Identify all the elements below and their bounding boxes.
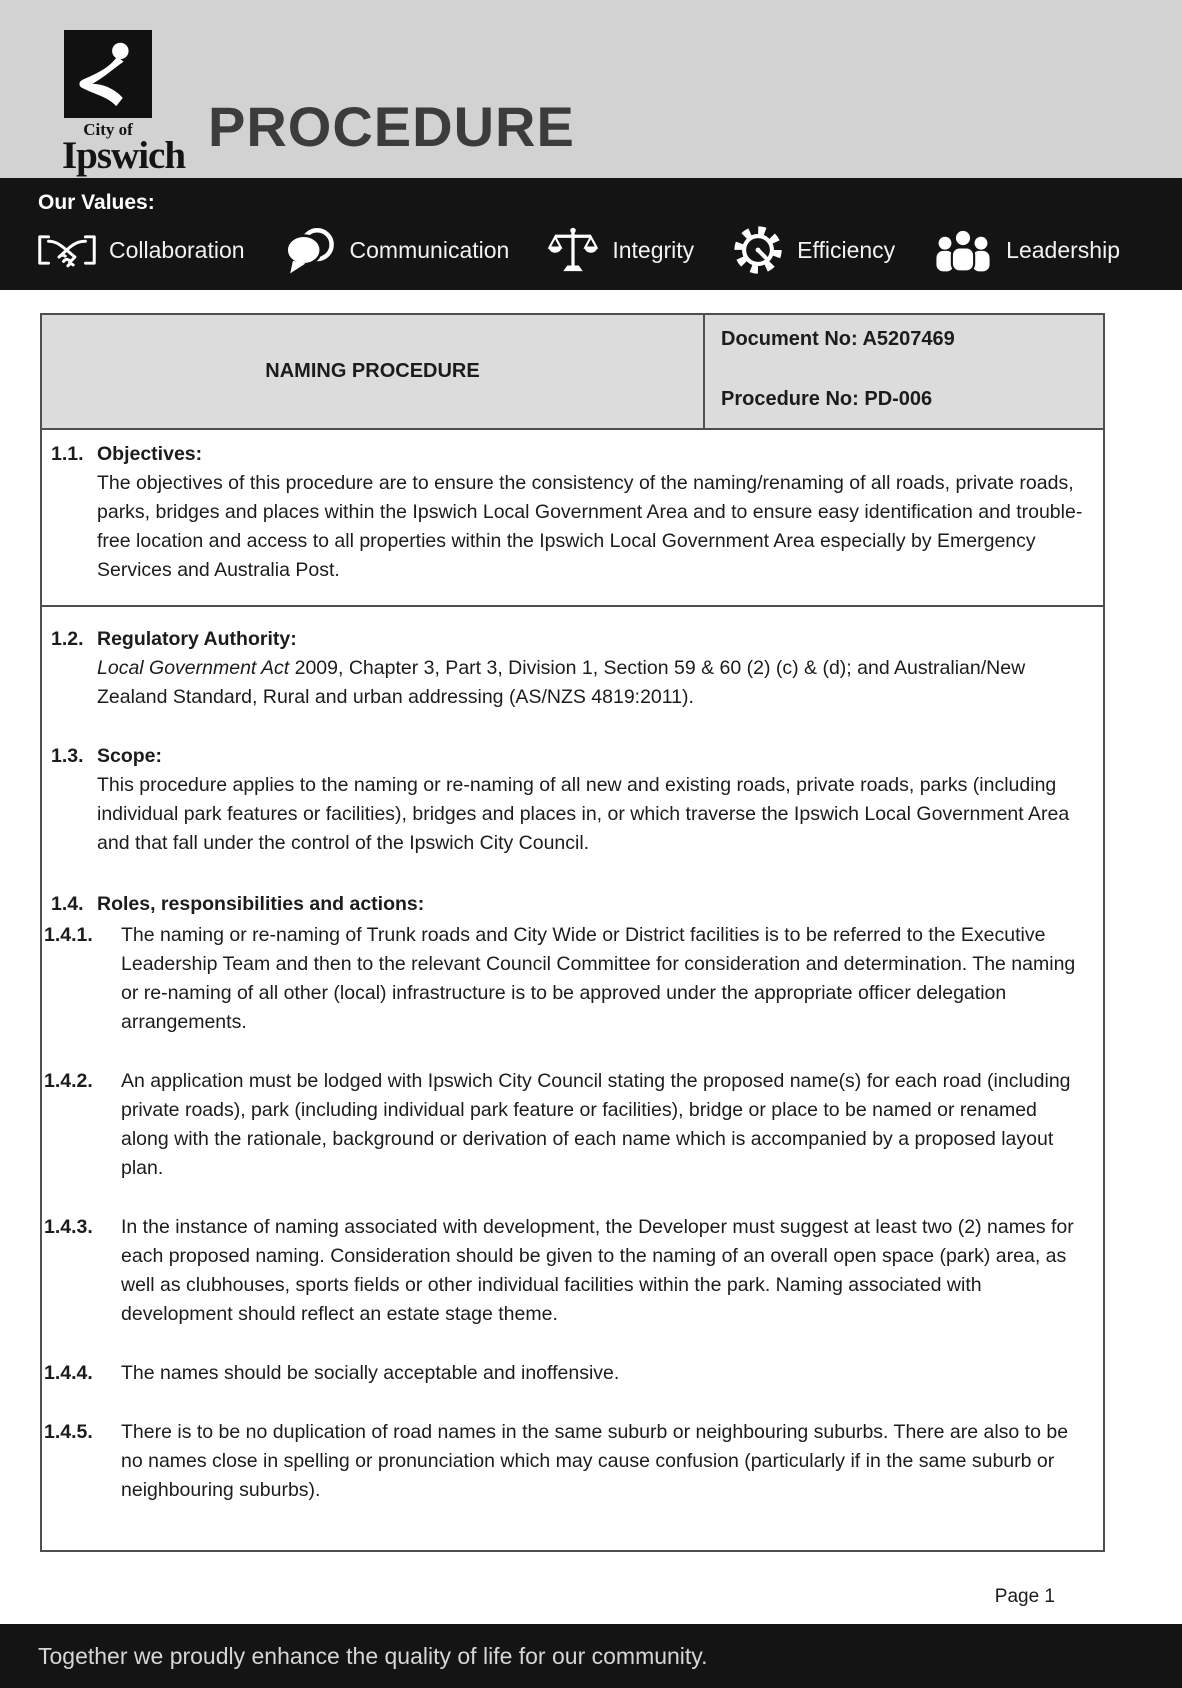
value-communication xyxy=(283,225,510,275)
people-icon xyxy=(933,227,993,273)
value-label: Efficiency xyxy=(797,236,896,263)
section-body: Local Government Act 2009, Chapter 3, Part 3, Division 1, Section 59 & 60 (2) (c) & (d); and Australian/New Zealand Standard, Rural and urban addressing (AS/NZS 4819:2011). xyxy=(97,657,1026,708)
ipswich-logo xyxy=(62,30,186,177)
footer-tagline: Together we proudly enhance the quality of life for our community. xyxy=(38,1642,708,1669)
act-title-italic: Local Government Act xyxy=(97,657,290,679)
masthead xyxy=(0,0,1182,178)
logo-text xyxy=(62,120,186,177)
page-number: Page 1 xyxy=(994,1586,1055,1607)
value-label: Integrity xyxy=(612,236,695,263)
section-heading: Scope: xyxy=(97,745,163,767)
values-bar xyxy=(0,178,1182,290)
document-body xyxy=(40,313,1105,1552)
table-header-row xyxy=(42,315,1103,430)
subsection-1-4-2 xyxy=(42,1067,1103,1183)
subsection-number: 1.4.4. xyxy=(44,1362,93,1384)
ipswich-logo-icon xyxy=(64,30,152,118)
value-efficiency xyxy=(732,224,895,276)
section-body: The objectives of this procedure are to ensure the consistency of the naming/renaming of all roads, private roads, parks, bridges and places within the Ipswich Local Government Area and to ensure easy identification and trouble-free location and access to all properties within the Ipswich Local Government Area especially by Emergency Services and Australia Post. xyxy=(97,472,1083,581)
value-integrity xyxy=(547,225,694,275)
subsection-body: The names should be socially acceptable and inoffensive. xyxy=(121,1362,620,1384)
section-heading: Objectives: xyxy=(97,443,203,465)
subsection-1-4-5 xyxy=(42,1418,1103,1505)
gear-icon xyxy=(732,224,784,276)
subsection-body: An application must be lodged with Ipswich City Council stating the proposed name(s) for each road (including private roads), park (including individual park feature or facilities), bridge or place to be named or renamed along with the rationale, background or derivation of each name which is accompanied by a proposed layout plan. xyxy=(121,1070,1071,1179)
section-1-2 xyxy=(42,625,1103,712)
section-objectives-row xyxy=(42,430,1103,607)
values-label: Our Values: xyxy=(38,191,155,214)
subsection-1-4-1 xyxy=(42,921,1103,1037)
value-label: Leadership xyxy=(1006,236,1120,263)
section-1-4 xyxy=(42,890,1103,919)
subsection-number: 1.4.3. xyxy=(44,1216,93,1238)
logo-city-of: City of xyxy=(83,120,133,139)
document-number: Document No: A5207469 xyxy=(721,328,955,350)
subsection-number: 1.4.2. xyxy=(44,1070,93,1092)
section-body: This procedure applies to the naming or re-naming of all new and existing roads, private roads, parks (including individual park features or facilities), bridges and places in, or which traverse the Ipswich Local Government Area and that fall under the control of the Ipswich City Council. xyxy=(97,774,1070,854)
logo-name: Ipswich xyxy=(62,134,186,177)
procedure-number: Procedure No: PD-006 xyxy=(721,388,933,410)
subsection-body: There is to be no duplication of road names in the same suburb or neighbouring suburbs. There are also to be no names close in spelling or pronunciation which may cause confusion (particularly if in the same suburb or neighbouring suburbs). xyxy=(121,1421,1069,1501)
subsection-1-4-3 xyxy=(42,1213,1103,1329)
subsection-number: 1.4.5. xyxy=(44,1421,93,1443)
value-label: Collaboration xyxy=(109,236,245,263)
section-heading: Regulatory Authority: xyxy=(97,628,297,650)
section-number: 1.1. xyxy=(51,443,84,465)
section-1-1 xyxy=(42,440,1103,585)
value-leadership xyxy=(933,227,1120,273)
scales-icon xyxy=(547,225,599,275)
procedure-table xyxy=(40,313,1105,1552)
subsection-1-4-4 xyxy=(42,1359,1103,1388)
section-1-3 xyxy=(42,742,1103,858)
values-row xyxy=(38,224,1182,276)
page-title: PROCEDURE xyxy=(208,95,575,158)
value-collaboration xyxy=(38,229,245,271)
section-number: 1.4. xyxy=(51,893,84,915)
section-number: 1.2. xyxy=(51,628,84,650)
sections-row xyxy=(42,607,1103,1550)
document-meta xyxy=(705,315,1103,428)
subsection-body: The naming or re-naming of Trunk roads and City Wide or District facilities is to be referred to the Executive Leadership Team and then to the relevant Council Committee for consideration and determination. The naming or re-naming of all other (local) infrastructure is to be approved under the appropriate officer delegation arrangements. xyxy=(121,924,1076,1033)
subsection-number: 1.4.1. xyxy=(44,924,93,946)
subsection-body: In the instance of naming associated with development, the Developer must suggest at least two (2) names for each proposed naming. Consideration should be given to the naming of an overall open space (park) area, as well as clubhouses, sports fields or other individual facilities within the park. Naming associated with development should reflect an estate stage theme. xyxy=(121,1216,1074,1325)
value-label: Communication xyxy=(349,236,510,263)
section-heading: Roles, responsibilities and actions: xyxy=(97,893,425,915)
speech-bubbles-icon xyxy=(283,225,337,275)
document-title: NAMING PROCEDURE xyxy=(42,315,705,428)
section-number: 1.3. xyxy=(51,745,84,767)
footer-tagline-bar xyxy=(0,1624,1182,1688)
handshake-icon xyxy=(38,229,96,271)
